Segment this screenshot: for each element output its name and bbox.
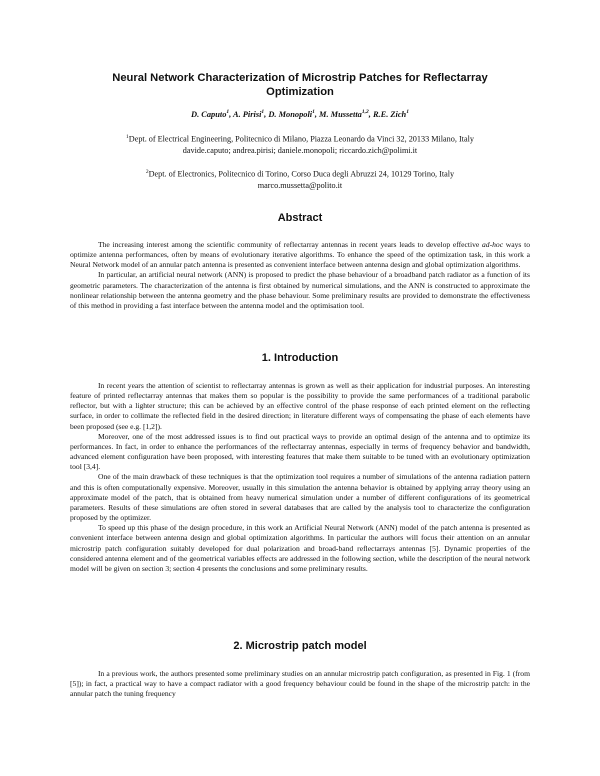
intro-paragraph-2: Moreover, one of the most addressed issues is to find out practical ways to provide an optimal design of the antenna and to optimize its performances. In fact, in order to enhance the performances of the reflectarray antennas, especially in terms of frequency behavior and bandwidth, advanced element configuration have been proposed, with interesting features that make them suitable to be tuned with an evolutionary optimization tool [3,4].: [70, 431, 530, 472]
title-line-2: Optimization: [266, 86, 334, 98]
author: D. Monopoli$^1$: [268, 109, 315, 119]
paper-title: [70, 71, 530, 99]
abstract-paragraph-2: In particular, an artificial neural network (ANN) is proposed to predict the phase behaviour of a broadband patch radiator as a function of its geometric parameters. The characterization of the antenna is first obtained by numerical simulations, and the ANN is constructed to approximate the nonlinear relationship between the antenna geometry and the phase behaviour. Some preliminary results are provided to demonstrate the effectiveness of this method in providing a fast interface between the antenna model and the optimisation tool.: [70, 270, 530, 310]
author: R.E. Zich$^1$: [372, 109, 409, 119]
author: A. Pirisi$^1$: [233, 109, 265, 119]
affiliation-1: $^1$Dept. of Electrical Engineering, Politecnico di Milano, Piazza Leonardo da Vinci 32, 20133 Milano, Italy davide.caputo; andrea.pirisi; daniele.monopoli; riccardo.zich@polimi.it: [70, 132, 530, 156]
affiliation-2: $^2$Dept. of Electronics, Politecnico di Torino, Corso Duca degli Abruzzi 24, 10129 Torino, Italy marco.mussetta@polito.it: [70, 167, 530, 191]
microstrip-model-heading: 2. Microstrip patch model: [233, 640, 367, 652]
introduction-heading: 1. Introduction: [261, 352, 339, 364]
abstract-heading: Abstract: [277, 212, 323, 224]
intro-paragraph-4: To speed up this phase of the design procedure, in this work an Artificial Neural Network (ANN) model of the patch antenna is presented as convenient interface between antenna design and global optimization algorithms. In particular the authors will focus their attention on an annular microstrip patch configuration suitably developed for dual polarization and broad-band reflectarrays antennas [5]. Dynamic properties of the considered antenna element and of the geometrical variables effects are addressed in the following section, while the description of the neural network model will be given on section 3; section 4 presents the conclusions and some preliminary results.: [70, 523, 530, 573]
affiliation-1-emails: davide.caputo; andrea.pirisi; daniele.monopoli; riccardo.zich@polimi.it: [182, 145, 418, 155]
author: D. Caputo$^1$: [191, 109, 230, 119]
affiliation-2-email: marco.mussetta@polito.it: [257, 180, 343, 190]
author: M. Mussetta$^{1,2}$: [319, 109, 369, 119]
microstrip-model-body: [70, 669, 530, 699]
model-paragraph-1: In a previous work, the authors presented some preliminary studies on an annular microstrip patch configuration, as presented in Fig. 1 (from [5]); in fact, a practical way to have a compact radiator with a good frequency behaviour could be found in the shape of the microstrip patch: in the annular patch the tuning frequency: [70, 669, 530, 699]
introduction-body: [70, 381, 530, 574]
author-list: D. Caputo$^1$, A. Pirisi$^1$, D. Monopoli$^1$, M. Mussetta$^{1,2}$, R.E. Zich$^1$: [191, 109, 409, 119]
abstract-body: [70, 240, 530, 311]
intro-paragraph-1: In recent years the attention of scientist to reflectarray antennas is grown as well as their application for industrial purposes. An interesting feature of printed reflectarray antennas that makes them so popular is the possibility to provide the same performances of a traditional parabolic reflector, but with a lighter structure; this can be achieved by an effective control of the phase response of each printed element on the reflecting surface, in order to collimate the reflected field in the desired direction; in literature different ways of compensating the phase of each elements have been proposed (see e.g. [1,2]).: [70, 381, 530, 431]
intro-paragraph-3: One of the main drawback of these techniques is that the optimization tool requires a number of simulations of the antenna radiation pattern and this is often computationally expensive. Moreover, usually in this simulation the antenna behavior is obtained by applying array theory using an approximate model of the patch, that is obtained from heavy numerical simulation under a number of different configurations of its geometrical parameters. Results of these simulations are often stored in several databases that are called by the analysis tool to characterize the configuration proposed by the optimizer.: [70, 472, 530, 523]
title-line-1: Neural Network Characterization of Microstrip Patches for Reflectarray: [112, 72, 488, 84]
abstract-paragraph-1: The increasing interest among the scientific community of reflectarray antennas in recent years leads to develop effective ad-hoc ways to optimize antenna performances, often by means of evolutionary iterative algorithms. To enhance the speed of the optimization task, in this work a Neural Network model of an annular patch antenna is presented as convenient interface between antenna design and global optimization algorithms.: [70, 240, 530, 270]
